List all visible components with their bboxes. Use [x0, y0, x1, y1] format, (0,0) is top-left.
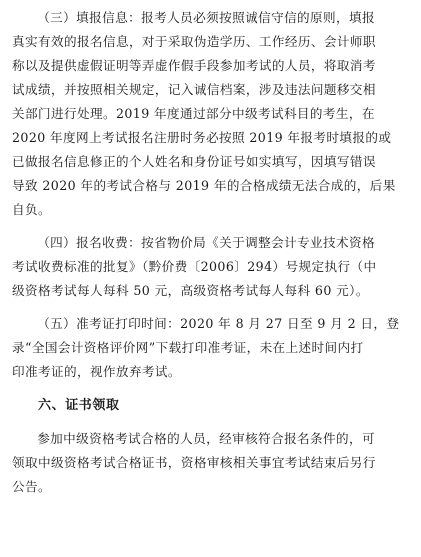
section-admission-ticket-paragraph: （五）准考证打印时间：2020 年 8 月 27 日至 9 月 2 日，登 录“全国会计资格评价网”下载打印准考证，未在上述时间内打 印准考证的，视作放弃考试。	[12, 316, 400, 379]
section-certificate-heading: 六、证书领取	[38, 398, 120, 413]
section-fee-paragraph: （四）报名收费：按省物价局《关于调整会计专业技术资格 考试收费标准的批复》（黔价费〔2006〕294）号规定执行（中 级资格考试每人每科 50 元，高级资格考试每人每科 60 元）。	[12, 235, 377, 298]
section-certificate-paragraph: 参加中级资格考试合格的人员，经审核符合报名条件的，可 领取中级资格考试合格证书，资格审核相关事宜考试结束后另行 公告。	[12, 431, 376, 494]
section-fill-info-paragraph: （三）填报信息：报考人员必须按照诚信守信的原则，填报 真实有效的报名信息，对于采取伪造学历、工作经历、会计师职 称以及提供虚假证明等弄虚作假手段参加考试的人员，将取消考 试成绩，并按照相关规定，记入诚信档案，涉及违法问题移交相 关部门进行处理。2019 年度通过部分中级考试科目的考生，在 2020 年度网上考试报名注册时务必按照 2019 年报考时填报的或 已做报名信息修正的个人姓名和身份证号如实填写，因填写错误 导致 2020 年的考试合格与 2019 年的合格成绩无法合成的，后果 自负。	[12, 10, 396, 217]
